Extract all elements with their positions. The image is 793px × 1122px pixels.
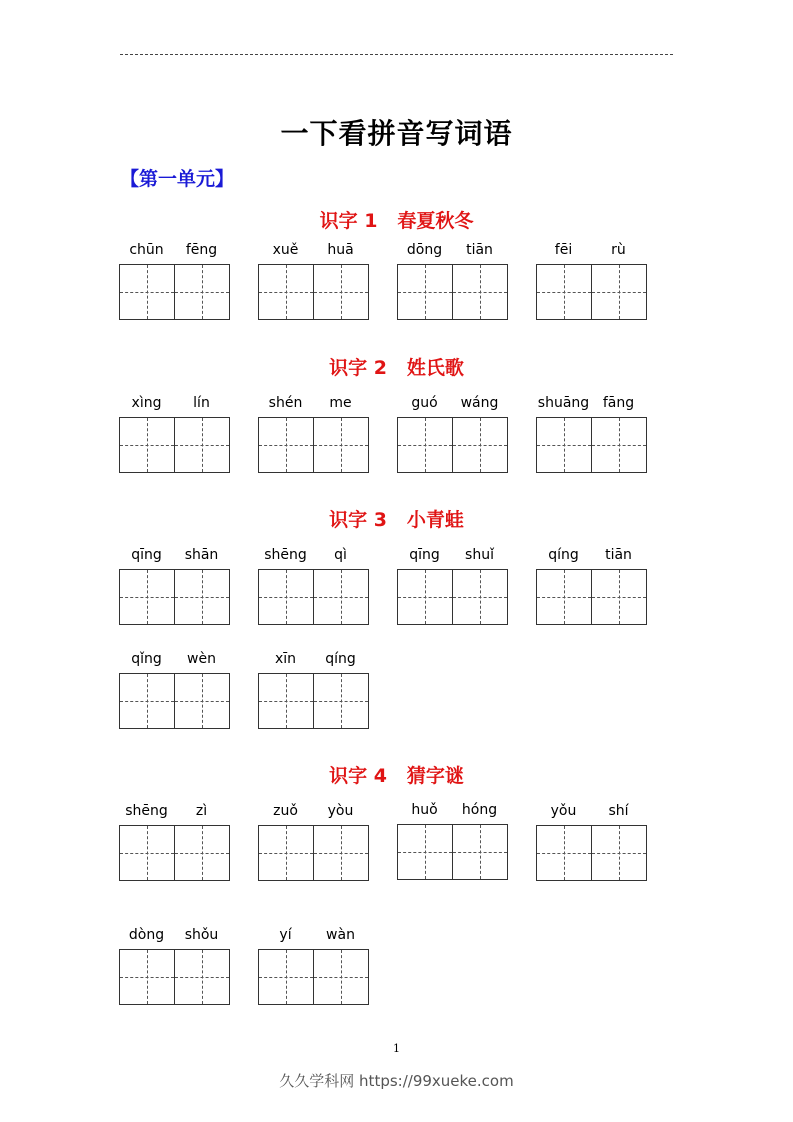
pinyin-label: yí — [279, 927, 292, 943]
unit-heading: 【第一单元】 — [120, 168, 235, 190]
writing-box[interactable] — [258, 264, 314, 320]
writing-box[interactable] — [175, 264, 230, 320]
writing-box[interactable] — [258, 949, 314, 1005]
writing-box[interactable] — [175, 417, 230, 473]
writing-box[interactable] — [314, 825, 369, 881]
word-item — [536, 545, 647, 625]
writing-box[interactable] — [397, 264, 453, 320]
writing-box[interactable] — [592, 417, 647, 473]
pinyin-label: qǐng — [131, 651, 162, 667]
word-item — [119, 240, 230, 320]
pinyin-label: huā — [327, 242, 354, 258]
word-item — [258, 925, 369, 1005]
pinyin-label: shēng — [264, 547, 307, 563]
pinyin-label: hóng — [461, 802, 498, 818]
lesson-heading: 识字 3 小青蛙 — [329, 509, 464, 531]
writing-box[interactable] — [314, 569, 369, 625]
top-dashed-rule — [120, 54, 673, 55]
pinyin-label: zì — [195, 803, 208, 819]
pinyin-label: lín — [193, 395, 210, 411]
writing-box[interactable] — [314, 264, 369, 320]
pinyin-label: wàn — [326, 927, 355, 943]
pinyin-label: qíng — [325, 651, 356, 667]
pinyin-label: shuāng — [537, 395, 590, 411]
pinyin-label: shǒu — [184, 927, 219, 943]
pinyin-label: tiān — [466, 242, 493, 258]
writing-box[interactable] — [536, 264, 592, 320]
pinyin-label: chūn — [129, 242, 164, 258]
pinyin-label: xìng — [131, 395, 162, 411]
pinyin-label: fēi — [554, 242, 573, 258]
pinyin-label: huǒ — [411, 802, 438, 818]
footer-watermark: 久久学科网 https://99xueke.com — [279, 1072, 514, 1090]
word-item — [258, 545, 369, 625]
lesson-heading: 识字 1 春夏秋冬 — [319, 210, 474, 232]
pinyin-label: dōng — [406, 242, 443, 258]
word-item — [536, 393, 647, 473]
pinyin-label: shí — [608, 803, 629, 819]
pinyin-label: shuǐ — [465, 547, 494, 563]
writing-box[interactable] — [258, 673, 314, 729]
writing-box[interactable] — [314, 673, 369, 729]
pinyin-label: wáng — [460, 395, 499, 411]
pinyin-label: fāng — [602, 395, 635, 411]
writing-box[interactable] — [119, 569, 175, 625]
word-item — [397, 393, 508, 473]
writing-box[interactable] — [119, 264, 175, 320]
word-item — [119, 545, 230, 625]
word-item — [397, 240, 508, 320]
writing-box[interactable] — [592, 264, 647, 320]
word-item — [119, 801, 230, 881]
pinyin-label: xīn — [274, 651, 297, 667]
pinyin-label: me — [329, 395, 352, 411]
pinyin-label: shén — [268, 395, 303, 411]
pinyin-label: shān — [184, 547, 219, 563]
page-number: 1 — [393, 1042, 400, 1055]
pinyin-label: qì — [334, 547, 347, 563]
pinyin-label: zuǒ — [273, 803, 298, 819]
writing-box[interactable] — [536, 569, 592, 625]
pinyin-label: yòu — [327, 803, 354, 819]
pinyin-label: tiān — [605, 547, 632, 563]
writing-box[interactable] — [592, 825, 647, 881]
pinyin-label: dòng — [128, 927, 165, 943]
writing-box[interactable] — [175, 949, 230, 1005]
word-item — [258, 649, 369, 729]
word-item — [258, 393, 369, 473]
pinyin-label: qīng — [131, 547, 162, 563]
writing-box[interactable] — [258, 825, 314, 881]
writing-box[interactable] — [536, 417, 592, 473]
writing-box[interactable] — [175, 569, 230, 625]
page-title: 一下看拼音写词语 — [280, 117, 513, 150]
word-item — [536, 801, 647, 881]
word-item — [258, 801, 369, 881]
writing-box[interactable] — [175, 673, 230, 729]
writing-box[interactable] — [536, 825, 592, 881]
writing-box[interactable] — [119, 417, 175, 473]
lesson-heading: 识字 4 猜字谜 — [329, 765, 464, 787]
writing-box[interactable] — [175, 825, 230, 881]
word-item — [119, 925, 230, 1005]
writing-box[interactable] — [397, 824, 453, 880]
writing-box[interactable] — [453, 824, 508, 880]
writing-box[interactable] — [119, 825, 175, 881]
writing-box[interactable] — [592, 569, 647, 625]
word-item — [397, 800, 508, 880]
writing-box[interactable] — [314, 417, 369, 473]
writing-box[interactable] — [453, 264, 508, 320]
word-item — [258, 240, 369, 320]
pinyin-label: qīng — [409, 547, 440, 563]
word-item — [119, 393, 230, 473]
pinyin-label: fēng — [185, 242, 218, 258]
writing-box[interactable] — [258, 569, 314, 625]
writing-box[interactable] — [119, 673, 175, 729]
word-item — [397, 545, 508, 625]
writing-box[interactable] — [258, 417, 314, 473]
pinyin-label: shēng — [125, 803, 168, 819]
writing-box[interactable] — [453, 417, 508, 473]
pinyin-label: xuě — [272, 242, 299, 258]
writing-box[interactable] — [119, 949, 175, 1005]
pinyin-label: guó — [411, 395, 438, 411]
pinyin-label: qíng — [548, 547, 579, 563]
writing-box[interactable] — [397, 569, 453, 625]
writing-box[interactable] — [314, 949, 369, 1005]
pinyin-label: yǒu — [550, 803, 577, 819]
word-item — [536, 240, 647, 320]
writing-box[interactable] — [397, 417, 453, 473]
writing-box[interactable] — [453, 569, 508, 625]
word-item — [119, 649, 230, 729]
lesson-heading: 识字 2 姓氏歌 — [329, 357, 464, 379]
pinyin-label: rù — [611, 242, 626, 258]
pinyin-label: wèn — [187, 651, 216, 667]
